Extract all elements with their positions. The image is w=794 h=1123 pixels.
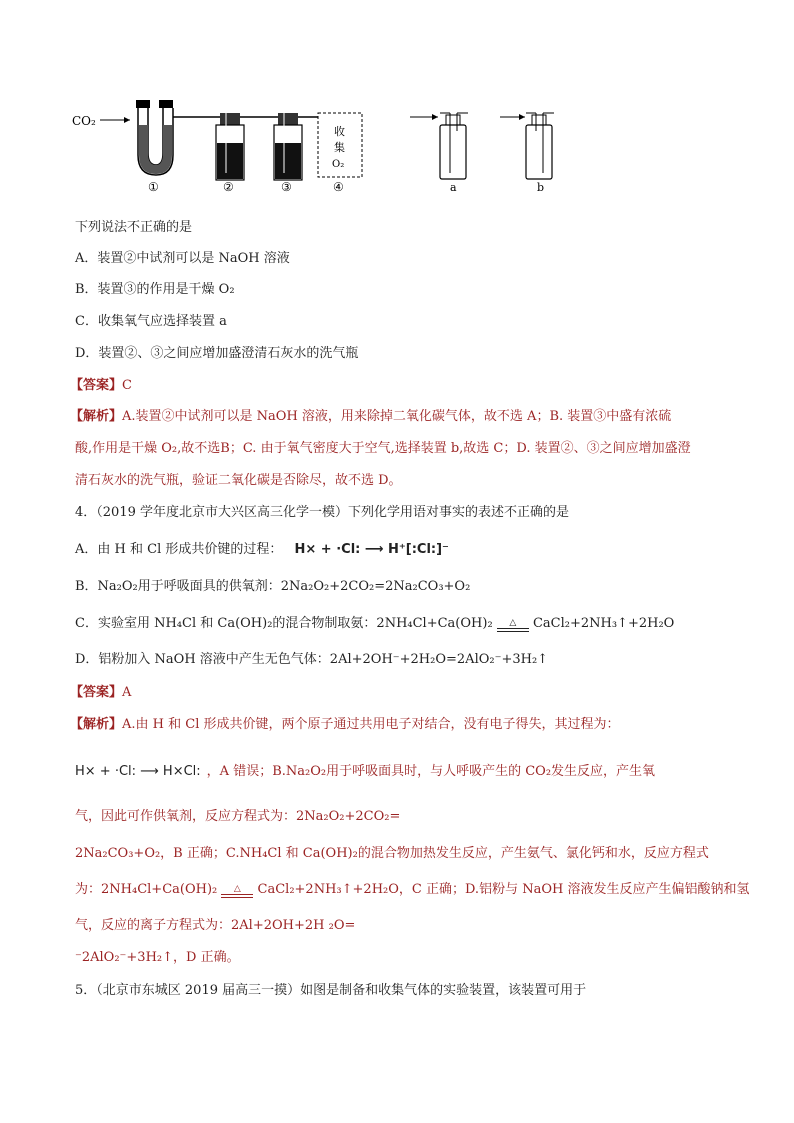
q3-option-a: A．装置②中试剂可以是 NaOH 溶液 [75, 251, 290, 266]
q3-answer: 【答案】C [70, 378, 132, 393]
q3-option-c: C．收集氧气应选择装置 a [75, 314, 227, 329]
collect-box [318, 113, 362, 177]
q4-option-c: C．实验室用 NH₄Cl 和 Ca(OH)₂的混合物制取氨：2NH₄Cl+Ca(OH)₂ △ CaCl₂+2NH₃↑+2H₂O [75, 616, 675, 631]
q4-stem: 4．（2019 学年度北京市大兴区高三化学一模）下列化学用语对事实的表述不正确的是 [75, 505, 569, 520]
electron-formula-analysis: H× + ·Cl: ⟶ H×Cl: [75, 764, 201, 779]
label-4: ④ [333, 180, 344, 194]
svg-text:集: 集 [334, 141, 345, 154]
label-3: ③ [281, 180, 292, 194]
bottle-a [410, 113, 468, 194]
wash-bottle-3 [274, 113, 318, 180]
bottle-b [500, 113, 554, 194]
electron-formula-a: H× + ·Cl: ⟶ H⁺[:Cl:]⁻ [294, 542, 449, 557]
q4-analysis-line4: 2Na₂CO₃+O₂，B 正确；C.NH₄Cl 和 Ca(OH)₂的混合物加热发生反应，产生氨气、氯化钙和水，反应方程式 [75, 846, 709, 861]
q4-analysis-line5: 为：2NH₄Cl+Ca(OH)₂ △ CaCl₂+2NH₃↑+2H₂O，C 正确；D.铝粉与 NaOH 溶液发生反应产生偏铝酸钠和氢 [75, 882, 750, 897]
q3-stem: 下列说法不正确的是 [75, 220, 193, 235]
q3-analysis-line2: 酸,作用是干燥 O₂,故不选B；C. 由于氧气密度大于空气,选择装置 b,故选 C；D. 装置②、③之间应增加盛澄 [75, 441, 691, 456]
q4-option-d: D．铝粉加入 NaOH 溶液中产生无色气体：2Al+2OH⁻+2H₂O=2AlO₂⁻+3H₂↑ [75, 652, 549, 667]
svg-text:O₂: O₂ [332, 159, 345, 170]
q4-analysis-line7: ⁻2AlO₂⁻+3H₂↑，D 正确。 [75, 950, 240, 965]
q4-analysis-line6: 气，反应的离子方程式为：2Al+2OH+2H ₂O= [75, 918, 356, 933]
label-2: ② [223, 180, 234, 194]
q3-analysis-line1: 【解析】A.装置②中试剂可以是 NaOH 溶液，用来除掉二氧化碳气体，故不选 A；B. 装置③中盛有浓硫 [70, 409, 672, 424]
q4-option-b: B．Na₂O₂用于呼吸面具的供氧剂：2Na₂O₂+2CO₂=2Na₂CO₃+O₂ [75, 579, 471, 594]
q3-option-d: D．装置②、③之间应增加盛澄清石灰水的洗气瓶 [75, 346, 359, 361]
svg-text:b: b [537, 181, 545, 194]
label-1: ① [148, 180, 159, 194]
q4-analysis-line2: H× + ·Cl: ⟶ H×Cl: ，A 错误；B.Na₂O₂用于呼吸面具时，与人呼吸产生的 CO₂发生反应，产生氧 [75, 764, 656, 779]
u-tube [136, 100, 220, 175]
q4-answer: 【答案】A [70, 685, 132, 700]
q4-option-a: A．由 H 和 Cl 形成共价键的过程： H× + ·Cl: ⟶ H⁺[:Cl:]⁻ [75, 542, 449, 557]
svg-text:a: a [450, 181, 457, 194]
q5-stem: 5．（北京市东城区 2019 届高三一摸）如图是制备和收集气体的实验装置，该装置可用于 [75, 983, 587, 998]
wash-bottle-2 [216, 113, 280, 180]
q3-analysis-line3: 清石灰水的洗气瓶，验证二氧化碳是否除尽，故不选 D。 [75, 473, 402, 488]
q4-analysis-line1: 【解析】A.由 H 和 Cl 形成共价键，两个原子通过共用电子对结合，没有电子得失，其过程为： [70, 717, 620, 732]
svg-text:收: 收 [334, 125, 345, 138]
q4-analysis-line3: 气，因此可作供氧剂，反应方程式为：2Na₂O₂+2CO₂= [75, 809, 401, 824]
q3-option-b: B．装置③的作用是干燥 O₂ [75, 282, 235, 297]
co2-label: CO₂ [72, 114, 96, 128]
apparatus-figure [60, 95, 580, 195]
